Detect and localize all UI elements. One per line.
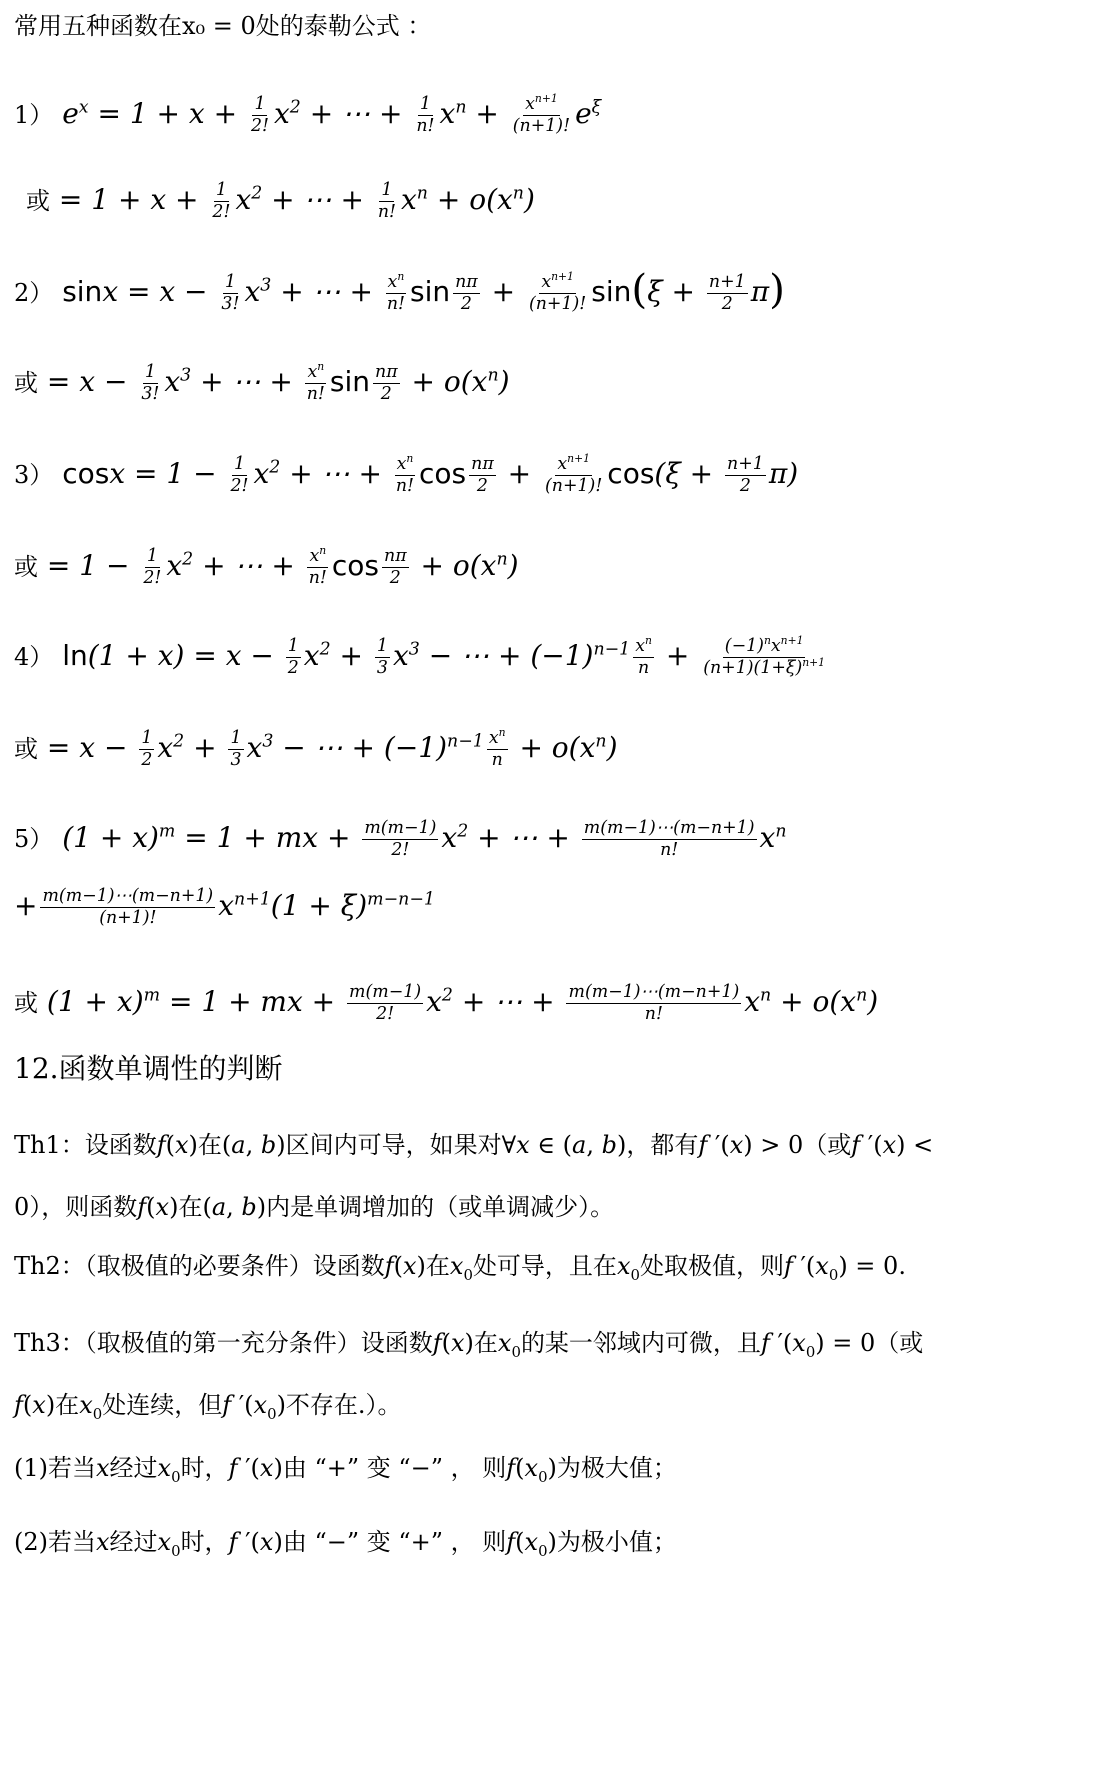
theorem-3-case-1: (1)若当x经过$x_0$时，f ′(x)由 “+” 变 “−” ， 则$f(x_0)$为极大值； (14, 1454, 677, 1486)
formula-3-label: 3） (14, 460, 54, 489)
formula-2-sin-peano: 或 = x − $\frac{1}{3!}$ $x^3$ + ⋯ + $\frac{x^n}{n!}$ sin $\frac{n\pi}{2}$ + $o(x^n)$ (14, 360, 510, 404)
formula-1-exp-lagrange: 1） $e^x = 1 + x$ + $\frac{1}{2!}$ $x^2$ + ⋯ + $\frac{1}{n!}$ $x^n$ + $\frac{x^{n+1}}{(n+1)!}$ $e^\xi$ (14, 92, 602, 136)
formula-5-binomial-peano: 或 $(1 + x)^m = 1$ + mx + $\frac{m(m-1)}{2!}$ $x^2$ + ⋯ + $\frac{m(m-1)\cdots(m-n+1)}{n!}$ $x^n + o(x^n)$ (14, 982, 879, 1024)
theorem-1-label: Th1： (14, 1131, 85, 1159)
section-title: 函数单调性的判断 (58, 1052, 283, 1085)
formula-3-cos-lagrange: 3） cosx = 1 − $\frac{1}{2!}$ $x^2$ + ⋯ + $\frac{x^n}{n!}$ cos $\frac{n\pi}{2}$ + $\frac{x^{n+1}}{(n+1)!}$ cos(ξ + $\frac{n+1}{2}$ π) (14, 452, 799, 496)
formula-1-alt-label: 或 (26, 186, 50, 215)
formula-5-alt-label: 或 (14, 988, 38, 1017)
formula-1-exp-peano: 或 = 1 + x + $\frac{1}{2!}$ $x^2$ + ⋯ + $\frac{1}{n!}$ $x^n + o(x^n)$ (26, 180, 535, 222)
formula-5-binomial-remainder: + $\frac{m(m-1)\cdots(m-n+1)}{(n+1)!}$ $x^{n+1}(1 + \xi)^{m-n-1}$ (14, 886, 435, 928)
theorem-2-label: Th2： (14, 1252, 85, 1280)
section-heading (14, 1052, 1087, 1086)
formula-5-label: 5） (14, 824, 54, 853)
formula-3-alt-label: 或 (14, 552, 38, 581)
section-number: 12. (14, 1052, 59, 1085)
case-2-label: (2) (14, 1528, 48, 1556)
formula-4-ln-peano: 或 = x − $\frac{1}{2}$ $x^2$ + $\frac{1}{3}$ $x^3$ − ⋯ + $(-1)^{n-1}$ $\frac{x^n}{n}$ + $o(x^n)$ (14, 726, 618, 770)
theorem-2-condition: （取极值的必要条件） (84, 1252, 313, 1280)
formula-2-sin-lagrange: 2） sinx = x − $\frac{1}{3!}$ $x^3$ + ⋯ + $\frac{x^n}{n!}$ sin $\frac{n\pi}{2}$ + $\frac{x^{n+1}}{(n+1)!}$ sin(ξ + $\frac{n+1}{2}$ π) (14, 264, 785, 314)
formula-3-cos-peano: 或 = 1 − $\frac{1}{2!}$ $x^2$ + ⋯ + $\frac{x^n}{n!}$ cos $\frac{n\pi}{2}$ + $o(x^n)$ (14, 544, 519, 588)
theorem-1: Th1：设函数f(x)在(a, b)区间内可导，如果对∀x ∈ (a, b)，都有f ′(x) > 0（或f ′(x) < 0），则函数f(x)在(a, b)内是单调增加的（或单调减少）。 (14, 1131, 934, 1221)
case-1-label: (1) (14, 1454, 48, 1482)
formula-4-alt-label: 或 (14, 734, 38, 763)
theorem-3-label: Th3： (14, 1329, 85, 1357)
formula-1-label: 1） (14, 100, 54, 129)
theorem-3-case-2: (2)若当x经过$x_0$时，f ′(x)由 “−” 变 “+” ， 则$f(x_0)$为极小值； (14, 1528, 677, 1560)
formula-2-alt-label: 或 (14, 368, 38, 397)
intro-line (14, 12, 1087, 41)
theorem-3-condition: （取极值的第一充分条件） (84, 1329, 361, 1357)
theorem-3: Th3：（取极值的第一充分条件）设函数f(x)在$x_0$的某一邻域内可微，且f $'(x_0) = 0$（或 f(x)在$x_0$处连续，但f $'(x_0)$不存在.）。 (14, 1329, 924, 1423)
intro-text: 常用五种函数在x₀ = 0处的泰勒公式 ： (14, 12, 432, 40)
formula-4-ln-lagrange: 4） ln(1 + x) = x − $\frac{1}{2}$ $x^2$ + $\frac{1}{3}$ $x^3$ − ⋯ + $(-1)^{n-1}$ $\frac{x^n}{n}$ + $\frac{(-1)^nx^{n+1}}{(n+1)(1+\xi)^{n+1}}$ (14, 634, 826, 678)
theorem-2: Th2：（取极值的必要条件）设函数f(x)在$x_0$处可导，且在$x_0$处取极值，则f $'(x_0) = 0$. (14, 1252, 906, 1284)
formula-5-binomial-lagrange: 5） $(1 + x)^m = 1$ + mx + $\frac{m(m-1)}{2!}$ $x^2$ + ⋯ + $\frac{m(m-1)\cdots(m-n+1)}{n!}$ $x^n$ (14, 818, 787, 860)
formula-2-label: 2） (14, 278, 54, 307)
formula-4-label: 4） (14, 642, 54, 671)
